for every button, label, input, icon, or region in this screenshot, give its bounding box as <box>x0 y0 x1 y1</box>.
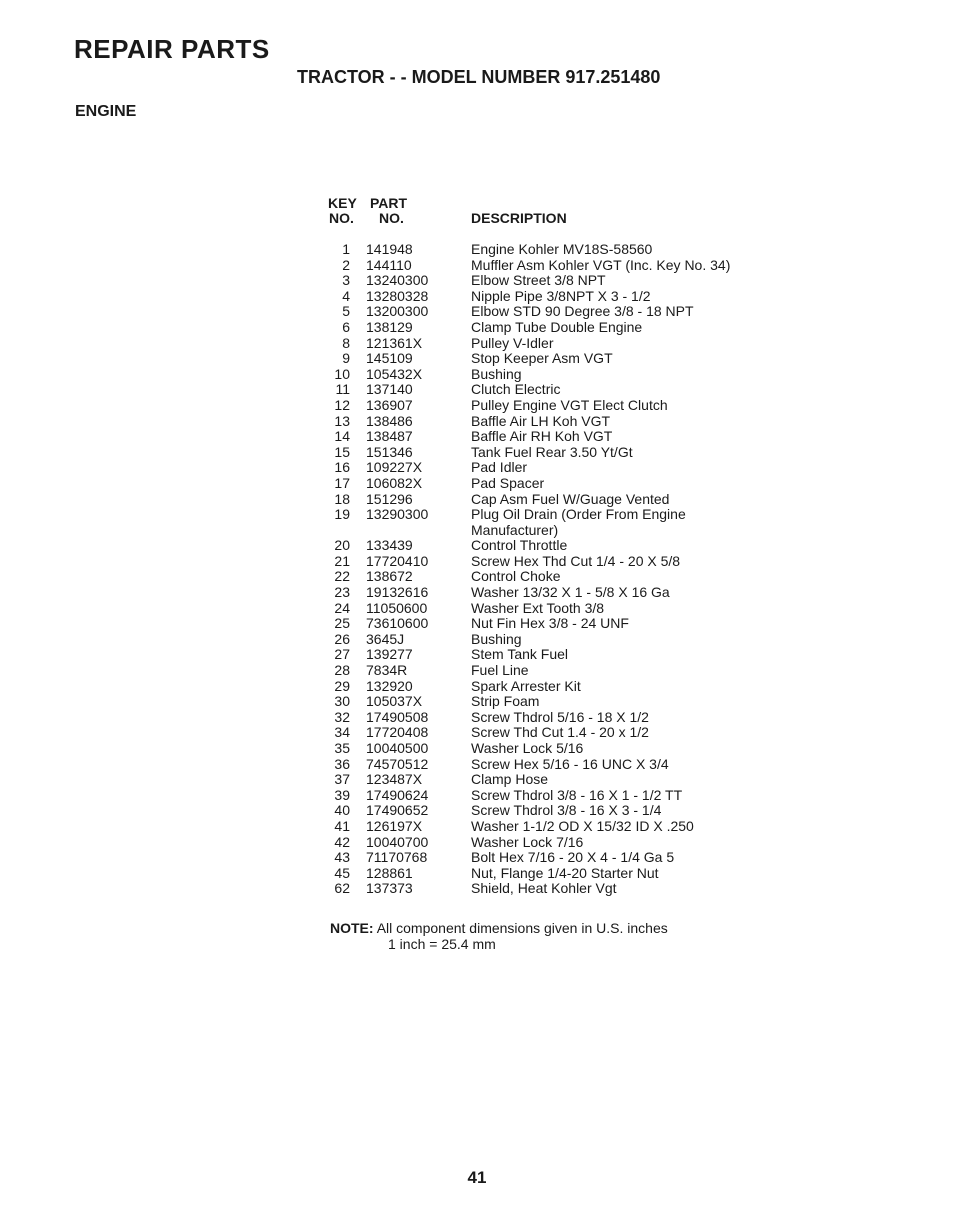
part-number: 132920 <box>366 677 413 694</box>
key-number: 16 <box>334 459 350 476</box>
part-number: 137373 <box>366 880 413 897</box>
table-row <box>328 710 728 726</box>
table-row <box>328 256 731 274</box>
table-row <box>328 507 728 538</box>
key-number: 6 <box>342 318 350 335</box>
key-number: 23 <box>334 584 350 601</box>
key-number: 2 <box>342 256 350 273</box>
table-row <box>328 398 728 414</box>
table-row <box>328 866 728 882</box>
key-number: 43 <box>334 849 350 866</box>
table-row <box>328 289 728 305</box>
note-text: All component dimensions given in U.S. inches <box>376 920 668 936</box>
part-description: Bushing <box>471 365 522 382</box>
part-description: Control Choke <box>471 568 561 585</box>
key-number: 22 <box>334 568 350 585</box>
part-number: 13290300 <box>366 506 429 523</box>
table-body <box>328 241 731 897</box>
part-number: 121361X <box>366 334 423 351</box>
part-description: Washer 13/32 X 1 - 5/8 X 16 Ga <box>471 584 670 601</box>
part-number: 138486 <box>366 412 413 429</box>
part-description: Control Throttle <box>471 537 568 554</box>
key-number: 12 <box>334 396 350 413</box>
part-header-line1: PART <box>370 195 408 211</box>
part-description: Muffler Asm Kohler VGT (Inc. Key No. 34) <box>471 256 731 273</box>
key-number: 1 <box>342 241 350 257</box>
key-number: 10 <box>334 365 350 382</box>
table-row <box>328 273 728 289</box>
key-number: 13 <box>334 412 350 429</box>
key-number: 11 <box>335 381 350 398</box>
part-number: 126197X <box>366 817 423 834</box>
note-label: NOTE: <box>330 920 374 936</box>
table-row <box>328 819 728 835</box>
part-description: Clamp Tube Double Engine <box>471 318 643 335</box>
part-description: Elbow Street 3/8 NPT <box>471 272 606 289</box>
part-description: Nipple Pipe 3/8NPT X 3 - 1/2 <box>471 287 651 304</box>
key-number: 42 <box>334 833 350 850</box>
table-row <box>328 772 728 788</box>
key-number: 19 <box>334 506 350 523</box>
part-number: 123487X <box>366 771 423 788</box>
part-description: Screw Thdrol 3/8 - 16 X 1 - 1/2 TT <box>471 786 683 803</box>
part-number: 128861 <box>366 864 413 881</box>
key-number: 4 <box>342 287 350 304</box>
part-description: Spark Arrester Kit <box>471 677 581 694</box>
part-number: 17490624 <box>366 786 429 803</box>
part-description: Plug Oil Drain (Order From Engine Manufacturer) <box>471 506 686 538</box>
page-header <box>74 34 270 64</box>
key-number: 14 <box>334 428 350 445</box>
key-number: 39 <box>334 786 350 803</box>
key-number: 24 <box>334 599 350 616</box>
key-number: 36 <box>334 755 350 772</box>
table-row <box>328 320 728 336</box>
part-description: Fuel Line <box>471 662 529 679</box>
document-title: REPAIR PARTS <box>74 34 270 64</box>
part-number: 71170768 <box>366 849 428 866</box>
table-row <box>328 679 728 695</box>
table-row <box>328 569 728 585</box>
part-number: 10040700 <box>366 833 429 850</box>
key-number: 27 <box>334 646 350 663</box>
table-row <box>328 492 728 508</box>
table-row <box>328 367 728 383</box>
page-number: 41 <box>467 1168 487 1187</box>
part-description: Baffle Air LH Koh VGT <box>471 412 611 429</box>
part-number: 13200300 <box>366 303 429 320</box>
part-number: 133439 <box>366 537 413 554</box>
part-number: 13280328 <box>366 287 429 304</box>
key-number: 62 <box>334 880 350 897</box>
part-description: Washer Lock 7/16 <box>471 833 584 850</box>
note <box>330 920 668 952</box>
table-row <box>328 835 728 851</box>
table-row <box>328 538 728 554</box>
key-number: 28 <box>334 662 350 679</box>
key-header-line2: NO. <box>329 210 354 226</box>
key-number: 45 <box>334 864 350 881</box>
part-description: Baffle Air RH Koh VGT <box>471 428 613 445</box>
part-number: 139277 <box>366 646 413 663</box>
part-description: Washer 1-1/2 OD X 15/32 ID X .250 <box>471 817 694 834</box>
part-number: 151346 <box>366 443 413 460</box>
part-description: Screw Hex Thd Cut 1/4 - 20 X 5/8 <box>471 552 681 569</box>
table-row <box>328 803 728 819</box>
table-row <box>328 694 728 710</box>
part-description: Nut Fin Hex 3/8 - 24 UNF <box>471 615 629 632</box>
part-description: Strip Foam <box>471 693 540 710</box>
part-number: 138487 <box>366 428 413 445</box>
part-number: 19132616 <box>366 584 429 601</box>
key-number: 26 <box>334 630 350 647</box>
key-number: 35 <box>334 740 350 756</box>
description-header: DESCRIPTION <box>471 210 567 226</box>
table-row <box>328 757 728 773</box>
part-number: 106082X <box>366 474 423 491</box>
table-row <box>328 788 728 804</box>
part-description: Stop Keeper Asm VGT <box>471 350 613 367</box>
part-description: Washer Lock 5/16 <box>471 740 584 756</box>
key-number: 20 <box>334 537 350 554</box>
part-number: 73610600 <box>366 615 429 632</box>
table-row <box>328 445 728 461</box>
table-row <box>328 476 728 492</box>
table-row <box>328 460 728 476</box>
part-number: 17720408 <box>366 724 429 741</box>
part-description: Pulley V-Idler <box>471 334 554 351</box>
key-number: 25 <box>334 615 350 632</box>
part-description: Clamp Hose <box>471 771 549 788</box>
part-number: 17720410 <box>366 552 429 569</box>
key-number: 32 <box>334 708 350 725</box>
part-number: 17490508 <box>366 708 429 725</box>
table-row <box>328 647 728 663</box>
part-description: Bushing <box>471 630 522 647</box>
part-number: 105037X <box>366 693 423 710</box>
part-number: 138672 <box>366 568 413 585</box>
part-number: 7834R <box>366 662 408 679</box>
table-row <box>328 554 728 570</box>
part-description: Pulley Engine VGT Elect Clutch <box>471 396 668 413</box>
table-row <box>328 741 728 757</box>
part-description: Tank Fuel Rear 3.50 Yt/Gt <box>471 443 633 460</box>
part-description: Shield, Heat Kohler Vgt <box>471 880 617 897</box>
table-row <box>328 881 728 897</box>
part-number: 74570512 <box>366 755 429 772</box>
key-number: 41 <box>334 817 350 834</box>
part-description: Cap Asm Fuel W/Guage Vented <box>471 490 670 507</box>
section-title: ENGINE <box>75 103 137 120</box>
part-description: Screw Hex 5/16 - 16 UNC X 3/4 <box>471 755 669 772</box>
part-description: Pad Idler <box>471 459 528 476</box>
table-row <box>328 242 728 258</box>
table-row <box>328 414 728 430</box>
part-number: 105432X <box>366 365 423 382</box>
part-number: 144110 <box>366 256 412 273</box>
table-row <box>328 850 728 866</box>
part-number: 151296 <box>366 490 413 507</box>
part-description: Screw Thdrol 5/16 - 18 X 1/2 <box>471 708 649 725</box>
part-number: 17490652 <box>366 802 429 819</box>
part-number: 10040500 <box>366 740 429 756</box>
key-number: 30 <box>334 693 350 710</box>
part-description: Stem Tank Fuel <box>471 646 569 663</box>
part-number: 145109 <box>366 350 413 367</box>
part-number: 11050600 <box>366 599 428 616</box>
key-number: 15 <box>334 443 350 460</box>
table-row <box>328 725 728 741</box>
table-row <box>328 336 728 352</box>
table-row <box>328 351 728 367</box>
key-header-line1: KEY <box>328 195 357 211</box>
table-row <box>328 632 728 648</box>
part-description: Nut, Flange 1/4-20 Starter Nut <box>471 864 659 881</box>
key-number: 21 <box>334 552 350 569</box>
part-description: Screw Thdrol 3/8 - 16 X 3 - 1/4 <box>471 802 662 819</box>
table-row <box>328 382 728 398</box>
key-number: 3 <box>342 272 350 289</box>
table-row <box>328 616 728 632</box>
part-number: 136907 <box>366 396 413 413</box>
table-row <box>328 663 728 679</box>
table-row <box>328 304 728 320</box>
parts-table <box>328 195 731 897</box>
part-number: 141948 <box>366 241 413 257</box>
key-number: 18 <box>334 490 350 507</box>
part-description: Bolt Hex 7/16 - 20 X 4 - 1/4 Ga 5 <box>471 849 675 866</box>
part-header-line2: NO. <box>379 210 404 226</box>
part-number: 13240300 <box>366 272 429 289</box>
part-description: Engine Kohler MV18S-58560 <box>471 241 653 257</box>
part-number: 137140 <box>366 381 413 398</box>
table-header <box>328 196 728 232</box>
note-conversion: 1 inch = 25.4 mm <box>388 936 496 952</box>
key-number: 8 <box>342 334 350 351</box>
part-number: 109227X <box>366 459 423 476</box>
part-description: Washer Ext Tooth 3/8 <box>471 599 605 616</box>
key-number: 34 <box>334 724 350 741</box>
part-number: 3645J <box>366 630 405 647</box>
part-description: Clutch Electric <box>471 381 561 398</box>
part-description: Elbow STD 90 Degree 3/8 - 18 NPT <box>471 303 694 320</box>
part-description: Screw Thd Cut 1.4 - 20 x 1/2 <box>471 724 649 741</box>
key-number: 17 <box>334 474 350 491</box>
table-row <box>328 601 728 617</box>
table-row <box>328 429 728 445</box>
part-description: Pad Spacer <box>471 474 545 491</box>
key-number: 37 <box>334 771 350 788</box>
table-row <box>328 585 728 601</box>
key-number: 29 <box>334 677 350 694</box>
key-number: 9 <box>342 350 350 367</box>
model-subtitle: TRACTOR - - MODEL NUMBER 917.251480 <box>297 67 661 87</box>
part-number: 138129 <box>366 318 413 335</box>
key-number: 5 <box>342 303 350 320</box>
key-number: 40 <box>334 802 350 819</box>
